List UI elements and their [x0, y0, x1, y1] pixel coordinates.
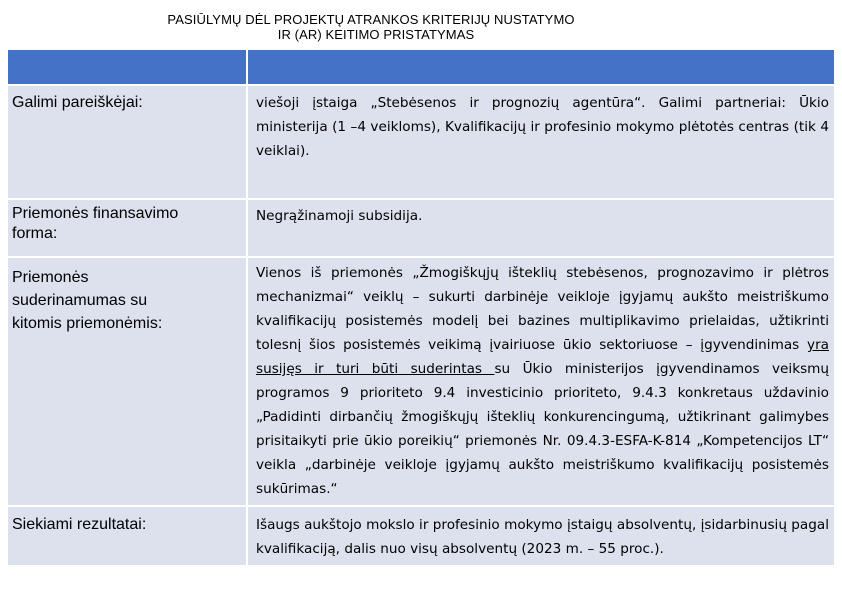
- title-line-2: IR (AR) KEITIMO PRISTATYMAS: [277, 27, 475, 42]
- row-value-results: Išaugs aukštojo mokslo ir profesinio mokymo įstaigų absolventų, įsidarbinusių pagal kvalifikaciją, dalis nuo visų absolventų (2023 m. – 55 proc.).: [256, 517, 829, 557]
- title-line-1: PASIŪLYMŲ DĖL PROJEKTŲ ATRANKOS KRITERIJŲ NUSTATYMO: [167, 12, 575, 27]
- label-cell: [7, 257, 247, 506]
- header-cell-left: [7, 49, 247, 85]
- table-row-applicants: [7, 85, 835, 199]
- underlined-text: yra susijęs ir turi būti suderintas: [256, 337, 829, 377]
- row-label-compatibility: [8, 258, 246, 339]
- row-value-financing-form: Negrąžinamoji subsidija.: [256, 208, 423, 224]
- label-cell: [7, 506, 247, 566]
- label-line: kitomis priemonėmis:: [12, 315, 163, 332]
- document-title: [0, 12, 842, 42]
- table-row-financing-form: [7, 199, 835, 257]
- value-cell: [247, 85, 835, 199]
- label-line: forma:: [12, 225, 58, 242]
- table-header-row: [7, 49, 835, 85]
- value-text: su Ūkio ministerijos įgyvendinamos veiksmų programos 9 prioriteto 9.4 investicinio prioriteto, 9.4.3 konkretaus uždavinio „Padidinti dirbančių žmogiškųjų išteklių konkurencingumą, užtikrinant galimybes prisitaikyti prie ūkio poreikių“ priemonės Nr. 09.4.3-ESFA-K-814 „Kompetencijos LT“ veikla „darbinėje veikloje įgyjamų aukšto meistriškumo kvalifikacijų posistemės sukūrimas.“: [256, 361, 830, 497]
- label-cell: [7, 85, 247, 199]
- value-text: Vienos iš priemonės „Žmogiškųjų išteklių stebėsenos, prognozavimo ir plėtros mechanizmai“ veiklų – sukurti darbinėje veikloje įgyjamų aukšto meistriškumo kvalifikacijų posistemės modelį bei bazines multiplikavimo prielaidas, užtikrinti tolesnį šios posistemės veikimą įvairiuose ūkio sektoriuose – įgyvendinimas: [256, 265, 829, 353]
- value-cell: [247, 199, 835, 257]
- label-line: Priemonės finansavimo: [12, 205, 179, 222]
- table-row-results: [7, 506, 835, 566]
- value-cell: [247, 506, 835, 566]
- value-cell: [247, 257, 835, 506]
- proposal-table: [6, 48, 836, 567]
- row-label-applicants: Galimi pareiškėjai:: [12, 94, 143, 111]
- label-line: Priemonės: [12, 269, 89, 286]
- table-row-compatibility: [7, 257, 835, 506]
- row-label-results: Siekiami rezultatai:: [12, 516, 147, 533]
- row-label-financing-form: [8, 200, 246, 248]
- row-value-applicants: viešoji įstaiga „Stebėsenos ir prognozių agentūra“. Galimi partneriai: Ūkio ministerija (1 –4 veikloms), Kvalifikacijų ir profesinio mokymo plėtotės centras (tik 4 veiklai).: [256, 95, 829, 159]
- label-line: suderinamumas su: [12, 292, 148, 309]
- label-cell: [7, 199, 247, 257]
- header-cell-right: [247, 49, 835, 85]
- row-value-compatibility: [248, 258, 834, 505]
